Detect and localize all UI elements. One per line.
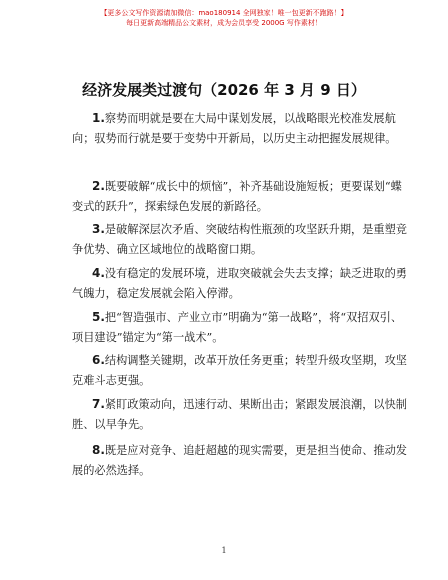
paragraph-text: 既是应对竞争、追赶超越的现实需要，更是担当使命、推动发展的必然选择。 (72, 444, 407, 477)
paragraph-8 (72, 440, 408, 481)
paragraph-1 (72, 108, 408, 149)
promo-banner-line-2: 每日更新高端精品公文素材，成为会员享受 2000G 写作素材！ (126, 19, 322, 27)
paragraph-2 (72, 176, 408, 217)
paragraph-6 (72, 350, 408, 391)
paragraph-text: 紧盯政策动向，迅速行动、果断出击；紧跟发展浪潮，以快制胜、以早争先。 (72, 398, 407, 431)
paragraph-7 (72, 394, 408, 435)
paragraph-number: 4. (92, 266, 105, 280)
paragraph-number: 1. (92, 111, 105, 125)
paragraph-4 (72, 263, 408, 304)
paragraph-number: 8. (92, 443, 105, 457)
paragraph-3 (72, 219, 408, 260)
paragraph-number: 7. (92, 397, 105, 411)
paragraph-number: 2. (92, 179, 105, 193)
paragraph-number: 6. (92, 353, 105, 367)
promo-banner-line-1: 【更多公文写作资源请加微信：mao180914 全网独家！唯一包更新不跑路！】 (100, 9, 348, 17)
paragraph-text: 结构调整关键期，改革开放任务更重；转型升级攻坚期，攻坚克难斗志更强。 (72, 354, 407, 387)
paragraph-text: 把“智造强市、产业立市”明确为“第一战略”，将“双招双引、项目建设”锚定为“第一战术”。 (72, 311, 403, 344)
paragraph-text: 没有稳定的发展环境，进取突破就会失去支撑；缺乏进取的勇气魄力，稳定发展就会陷入停滞。 (72, 267, 407, 300)
paragraph-text: 是破解深层次矛盾、突破结构性瓶颈的攻坚跃升期，是重塑竞争优势、确立区域地位的战略窗口期。 (72, 223, 407, 256)
paragraph-text: 既要破解“成长中的烦恼”，补齐基础设施短板；更要谋划“蝶变式的跃升”，探索绿色发展的新路径。 (72, 180, 402, 213)
paragraph-number: 5. (92, 310, 105, 324)
paragraph-number: 3. (92, 222, 105, 236)
page-number: 1 (221, 546, 227, 555)
document-title: 经济发展类过渡句（2026 年 3 月 9 日） (82, 81, 366, 99)
paragraph-5 (72, 307, 408, 348)
paragraph-text: 察势而明就是要在大局中谋划发展，以战略眼光校准发展航向；驭势而行就是要于变势中开新局，以历史主动把握发展规律。 (72, 112, 397, 145)
